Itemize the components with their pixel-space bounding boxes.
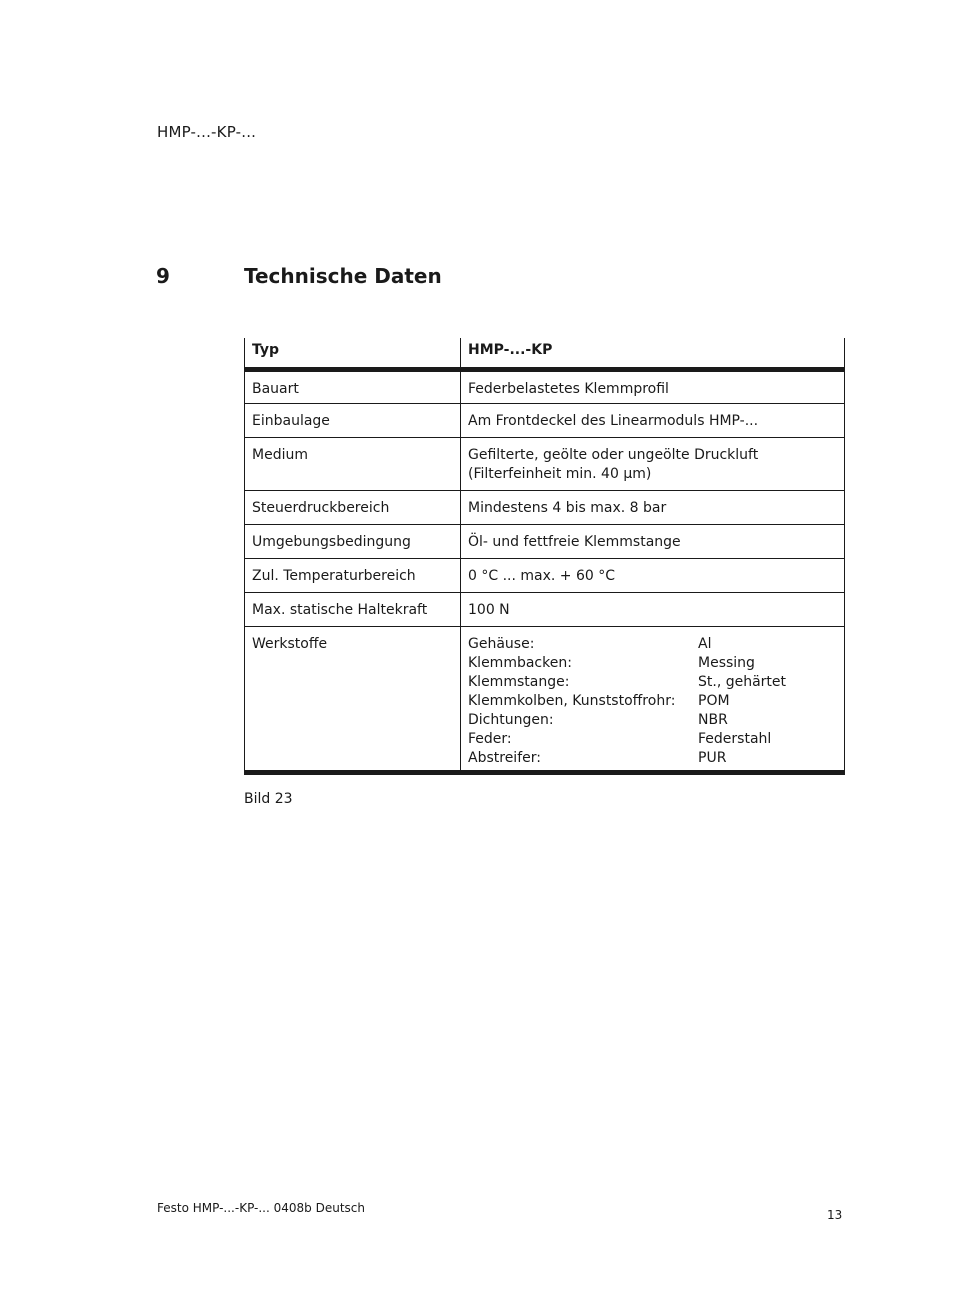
table-header-row	[245, 338, 845, 369]
row-label: Zul. Temperaturbereich	[245, 558, 461, 592]
material-value: POM	[698, 692, 730, 709]
table-row	[245, 626, 845, 772]
material-part: Klemmbacken:	[468, 654, 572, 671]
table-row	[245, 369, 845, 403]
row-label: Bauart	[245, 369, 461, 403]
column-header-type: Typ	[245, 338, 461, 369]
materials-list	[468, 635, 837, 768]
row-value-line: Gefilterte, geölte oder ungeölte Druckluft	[468, 446, 759, 463]
row-label: Werkstoffe	[245, 626, 461, 772]
table-row	[245, 592, 845, 626]
material-value: NBR	[698, 711, 728, 728]
footer-text: Festo HMP-...-KP-... 0408b Deutsch	[157, 1201, 365, 1215]
material-part: Abstreifer:	[468, 749, 541, 766]
row-label: Steuerdruckbereich	[245, 490, 461, 524]
materials-cell	[461, 626, 845, 772]
material-value: St., gehärtet	[698, 673, 787, 690]
material-value: PUR	[698, 749, 727, 766]
page-number: 13	[827, 1208, 843, 1222]
table-row	[245, 524, 845, 558]
table-row	[245, 490, 845, 524]
material-value: Al	[698, 635, 712, 652]
material-part: Feder:	[468, 730, 512, 747]
table-row	[245, 437, 845, 490]
row-label: Umgebungsbedingung	[245, 524, 461, 558]
table-row	[245, 558, 845, 592]
section-number: 9	[156, 264, 170, 288]
technical-data-table	[244, 338, 845, 775]
row-label: Max. statische Haltekraft	[245, 592, 461, 626]
table-row	[245, 403, 845, 437]
row-value-line: (Filterfeinheit min. 40 µm)	[468, 465, 652, 482]
column-header-model: HMP-...-KP	[461, 338, 845, 369]
row-value	[461, 437, 845, 490]
figure-caption: Bild 23	[244, 791, 293, 807]
row-value: Mindestens 4 bis max. 8 bar	[461, 490, 845, 524]
material-value: Federstahl	[698, 730, 772, 747]
running-header: HMP-...-KP-...	[157, 123, 257, 141]
row-label: Medium	[245, 437, 461, 490]
row-label: Einbaulage	[245, 403, 461, 437]
material-part: Klemmstange:	[468, 673, 570, 690]
row-value: 100 N	[461, 592, 845, 626]
material-part: Dichtungen:	[468, 711, 554, 728]
row-value: Öl- und fettfreie Klemmstange	[461, 524, 845, 558]
row-value: Federbelastetes Klemmprofil	[461, 369, 845, 403]
row-value: 0 °C ... max. + 60 °C	[461, 558, 845, 592]
material-part: Gehäuse:	[468, 635, 535, 652]
row-value: Am Frontdeckel des Linearmoduls HMP-...	[461, 403, 845, 437]
section-title: Technische Daten	[244, 264, 442, 288]
material-value: Messing	[698, 654, 755, 671]
material-part: Klemmkolben, Kunststoffrohr:	[468, 692, 676, 709]
